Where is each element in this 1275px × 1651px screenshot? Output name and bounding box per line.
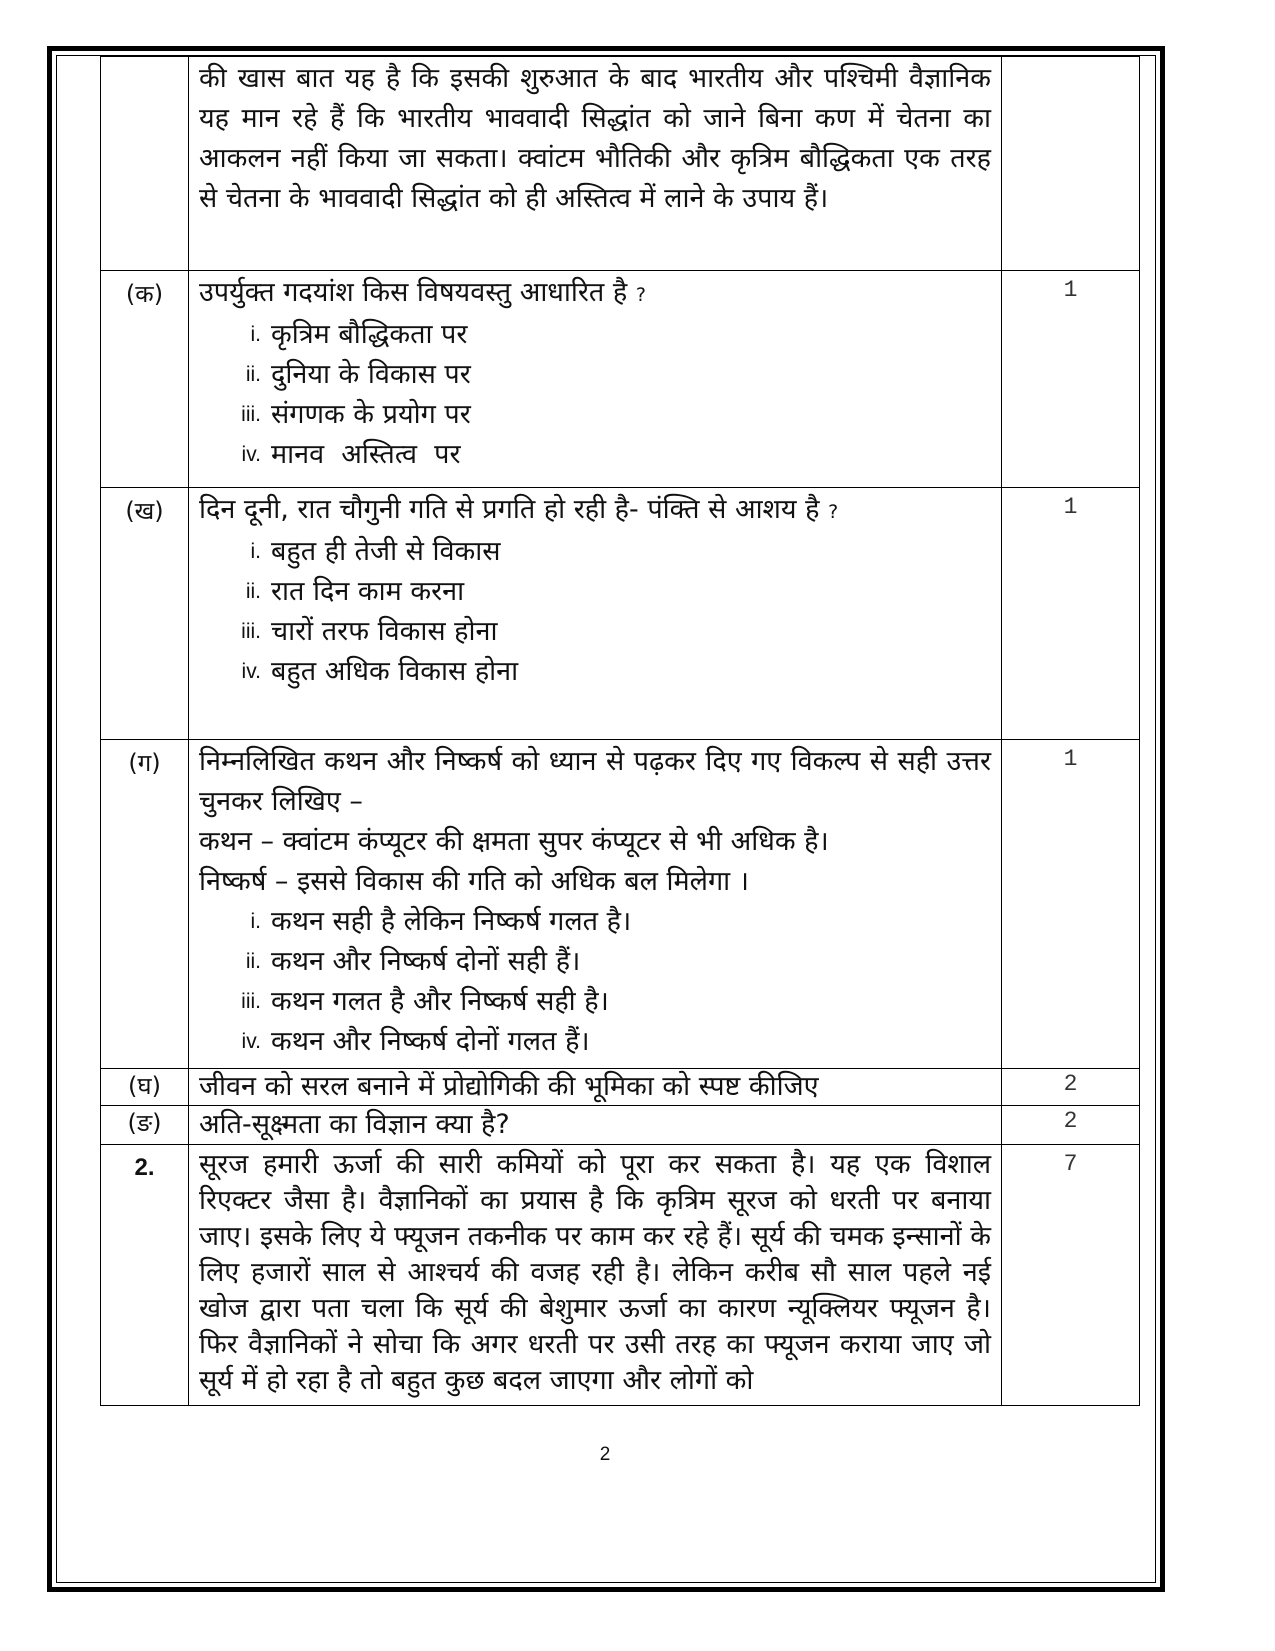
conclusion-text: निष्कर्ष – इससे विकास की गति को अधिक बल मिलेगा । <box>199 866 749 897</box>
marks-value: 7 <box>1002 1145 1140 1406</box>
options-list <box>199 532 991 692</box>
marks-value: 2 <box>1002 1106 1140 1145</box>
marks-cell <box>1002 57 1140 271</box>
option-item: iii. कथन गलत है और निष्कर्ष सही है। <box>241 986 609 1017</box>
option-item: iv. बहुत अधिक विकास होना <box>241 656 519 687</box>
statement-text: कथन – क्वांटम कंप्यूटर की क्षमता सुपर कंप्यूटर से भी अधिक है। <box>199 826 829 857</box>
question-label: (घ) <box>101 1069 189 1106</box>
option-item: iv. कथन और निष्कर्ष दोनों गलत हैं। <box>241 1026 590 1057</box>
passage-text: सूरज हमारी ऊर्जा की सारी कमियों को पूरा कर सकता है। यह एक विशाल रिएक्टर जैसा है। वैज्ञानिकों का प्रयास है कि कृत्रिम सूरज को धरती पर बनाया जाए। इसके लिए ये फ्यूजन तकनीक पर काम कर रहे हैं। सूर्य की चमक इन्सानों के लिए हजारों साल से आश्चर्य की वजह रही है। लेकिन करीब सौ साल पहले नई खोज द्वारा पता चला कि सूर्य की बेशुमार ऊर्जा का कारण न्यूक्लियर फ्यूजन है। फिर वैज्ञानिकों ने सोचा कि अगर धरती पर उसी तरह का फ्यूजन कराया जाए जो सूर्य में हो रहा है तो बहुत कुछ बदल जाएगा और लोगों को <box>189 1145 1002 1406</box>
qno-cell <box>101 57 189 271</box>
question-text: दिन दूनी, रात चौगुनी गति से प्रगति हो रही है- पंक्ति से आशय है ? <box>199 494 839 525</box>
option-item: i. बहुत ही तेजी से विकास <box>250 536 501 567</box>
question-table <box>100 56 1140 1406</box>
passage-row <box>101 57 1140 271</box>
option-item: ii. रात दिन काम करना <box>245 576 465 607</box>
marks-value: 1 <box>1002 740 1140 1069</box>
question-row-gha <box>101 1069 1140 1106</box>
option-item: i. कथन सही है लेकिन निष्कर्ष गलत है। <box>250 906 632 937</box>
option-item: iii. संगणक के प्रयोग पर <box>241 399 471 430</box>
option-item: i. कृत्रिम बौद्धिकता पर <box>250 319 468 350</box>
question-row-nga <box>101 1106 1140 1145</box>
question-text: जीवन को सरल बनाने में प्रोद्योगिकी की भूमिका को स्पष्ट कीजिए <box>189 1069 1002 1106</box>
option-item: ii. दुनिया के विकास पर <box>245 359 471 390</box>
question-text: उपर्युक्त गदयांश किस विषयवस्तु आधारित है ? <box>199 277 646 308</box>
question-body <box>189 271 1002 488</box>
question-body <box>189 488 1002 740</box>
question-body <box>189 740 1002 1069</box>
option-item: ii. कथन और निष्कर्ष दोनों सही हैं। <box>245 946 581 977</box>
page-number: 2 <box>599 1444 611 1465</box>
passage-text: की खास बात यह है कि इसकी शुरुआत के बाद भारतीय और पश्चिमी वैज्ञानिक यह मान रहे हैं कि भारतीय भाववादी सिद्धांत को जाने बिना कण में चेतना का आकलन नहीं किया जा सकता। क्वांटम भौतिकी और कृत्रिम बौद्धिकता एक तरह से चेतना के भाववादी सिद्धांत को ही अस्तित्व में लाने के उपाय हैं। <box>189 57 1002 271</box>
option-item: iii. चारों तरफ विकास होना <box>241 616 498 647</box>
question-row-ga <box>101 740 1140 1069</box>
marks-value: 1 <box>1002 271 1140 488</box>
marks-value: 2 <box>1002 1069 1140 1106</box>
options-list <box>199 902 991 1062</box>
question-text: निम्नलिखित कथन और निष्कर्ष को ध्यान से पढ़कर दिए गए विकल्प से सही उत्तर चुनकर लिखिए – <box>199 746 991 817</box>
question-row-ka <box>101 271 1140 488</box>
marks-value: 1 <box>1002 488 1140 740</box>
question-label: (ङ) <box>101 1106 189 1145</box>
question-row-2 <box>101 1145 1140 1406</box>
question-text: अति-सूक्ष्मता का विज्ञान क्या है? <box>189 1106 1002 1145</box>
question-label: (ख) <box>101 488 189 740</box>
option-item: iv. मानव अस्तित्व पर <box>241 439 461 470</box>
question-label: (क) <box>101 271 189 488</box>
question-label: (ग) <box>101 740 189 1069</box>
options-list <box>199 315 991 475</box>
question-label: 2. <box>101 1145 189 1406</box>
question-row-kha <box>101 488 1140 740</box>
